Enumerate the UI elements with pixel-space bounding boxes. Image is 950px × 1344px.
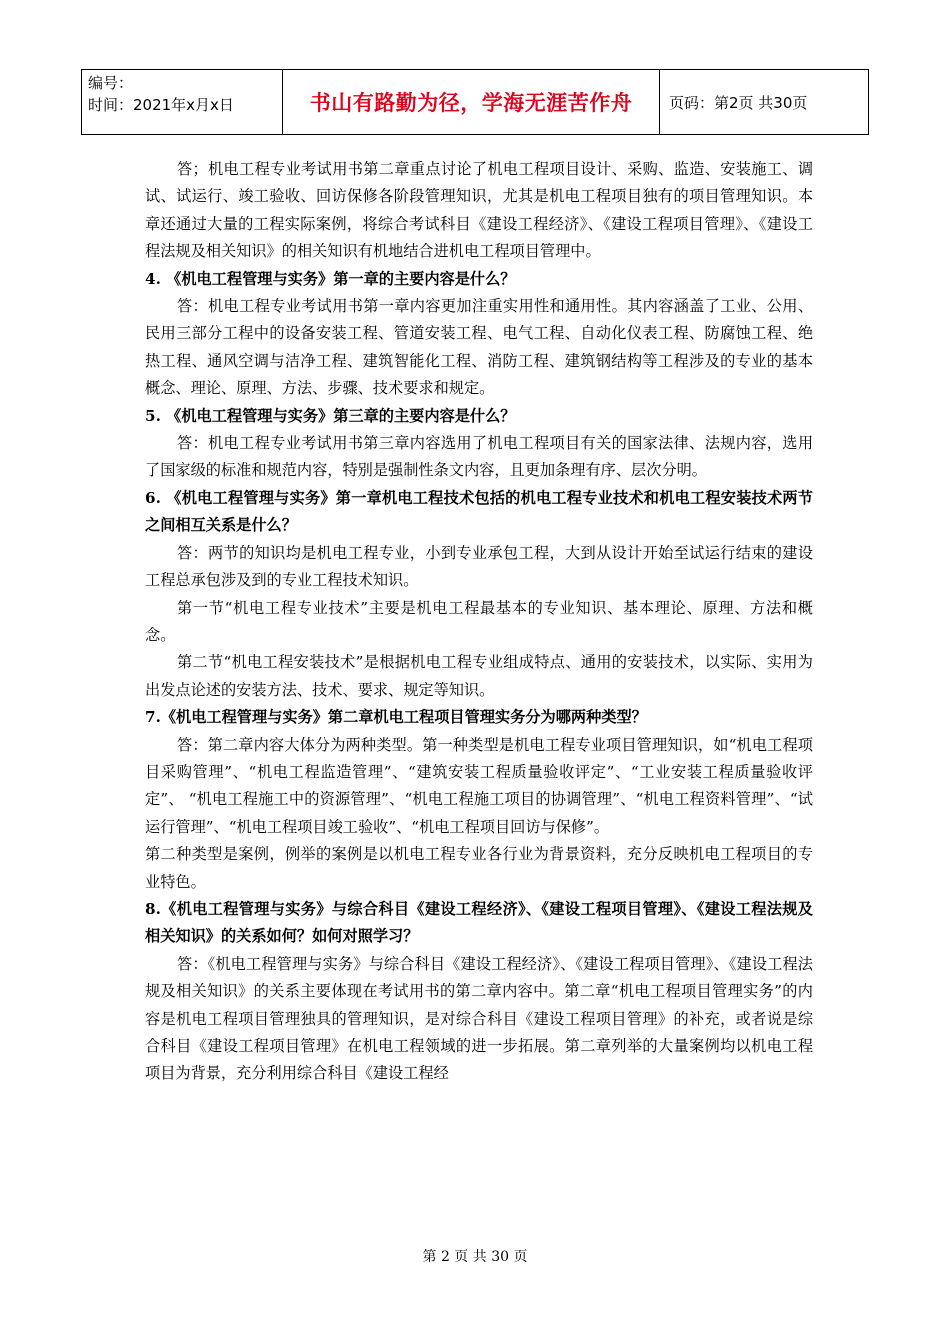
answer-paragraph: 第二节“机电工程安装技术”是根据机电工程专业组成特点、通用的安装技术，以实际、实用为出发点论述的安装方法、技术、要求、规定等知识。 <box>145 653 813 699</box>
answer-paragraph: 答：《机电工程管理与实务》与综合科目《建设工程经济》、《建设工程项目管理》、《建设工程法规及相关知识》的关系主要体现在考试用书的第二章内容中。第二章“机电工程项目管理实务”的内容是机电工程项目管理独具的管理知识，是对综合科目《建设工程项目管理》的补充，或者说是综合科目《建设工程项目管理》在机电工程领域的进一步拓展。第二章列举的大量案例均以机电工程项目为背景，充分利用综合科目《建设工程经 <box>145 954 813 1083</box>
question-heading: 5. 《机电工程管理与实务》第三章的主要内容是什么？ <box>145 406 516 425</box>
number-label: 编号： <box>88 74 134 92</box>
page-footer: 第 2 页 共 30 页 <box>422 1249 528 1265</box>
question-heading: 4. 《机电工程管理与实务》第一章的主要内容是什么？ <box>145 269 516 288</box>
answer-paragraph: 答：机电工程专业考试用书第三章内容选用了机电工程项目有关的国家法律、法规内容，选用了国家级的标准和规范内容，特别是强制性条文内容，且更加条理有序、层次分明。 <box>145 434 813 480</box>
body-paragraph: 第二种类型是案例，例举的案例是以机电工程专业各行业为背景资料，充分反映机电工程项目的专业特色。 <box>145 845 813 891</box>
header-left-cell <box>82 70 283 134</box>
header-table <box>81 69 869 135</box>
answer-paragraph: 答：机电工程专业考试用书第一章内容更加注重实用性和通用性。其内容涵盖了工业、公用、民用三部分工程中的设备安装工程、管道安装工程、电气工程、自动化仪表工程、防腐蚀工程、绝热工程、通风空调与洁净工程、建筑智能化工程、消防工程、建筑钢结构等工程涉及的专业的基本概念、理论、原理、方法、步骤、技术要求和规定。 <box>145 297 813 398</box>
motto: 书山有路勤为径，学海无涯苦作舟 <box>283 70 660 134</box>
answer-paragraph: 答；机电工程专业考试用书第二章重点讨论了机电工程项目设计、采购、监造、安装施工、调试、试运行、竣工验收、回访保修各阶段管理知识，尤其是机电工程项目独有的项目管理知识。本章还通过大量的工程实际案例，将综合考试科目《建设工程经济》、《建设工程项目管理》、《建设工程法规及相关知识》的相关知识有机地结合进机电工程项目管理中。 <box>145 160 813 261</box>
date-label: 时间：2021年x月x日 <box>88 96 234 114</box>
page-label: 页码：第2页 共30页 <box>669 93 808 112</box>
answer-paragraph: 第一节“机电工程专业技术”主要是机电工程最基本的专业知识、基本理论、原理、方法和概念。 <box>145 598 813 644</box>
document-body <box>145 156 813 1088</box>
question-heading: 7.《机电工程管理与实务》第二章机电工程项目管理实务分为哪两种类型？ <box>145 708 647 727</box>
answer-paragraph: 答：两节的知识均是机电工程专业，小到专业承包工程，大到从设计开始至试运行结束的建设工程总承包涉及到的专业工程技术知识。 <box>145 543 813 590</box>
question-heading: 6. 《机电工程管理与实务》第一章机电工程技术包括的机电工程专业技术和机电工程安装技术两节之间相互关系是什么？ <box>145 488 813 535</box>
answer-paragraph: 答：第二章内容大体分为两种类型。第一种类型是机电工程专业项目管理知识，如“机电工程项目采购管理”、“机电工程监造管理”、“建筑安装工程质量验收评定”、“工业安装工程质量验收评定”、 “机电工程施工中的资源管理”、“机电工程施工项目的协调管理”、“机电工程资料管理”、“试运行管理”、“机电工程项目竣工验收”、“机电工程项目回访与保修”。 <box>145 735 813 836</box>
question-heading: 8.《机电工程管理与实务》与综合科目《建设工程经济》、《建设工程项目管理》、《建设工程法规及相关知识》的关系如何？如何对照学习？ <box>145 899 813 946</box>
